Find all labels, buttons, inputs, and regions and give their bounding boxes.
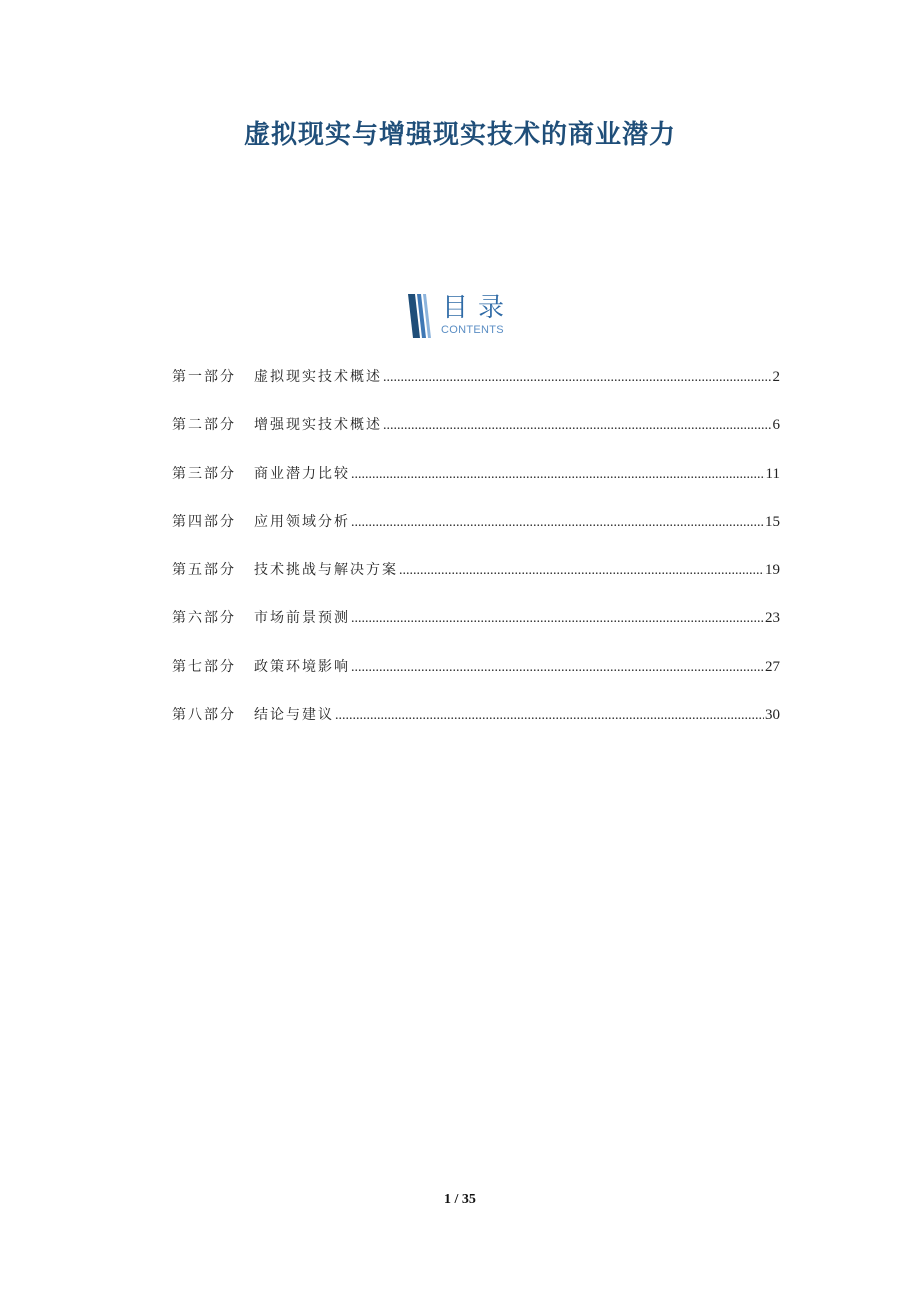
toc-dot-leader [383,415,772,437]
toc-dot-leader [399,560,764,582]
toc-entry-title: 虚拟现实技术概述 [254,369,382,385]
toc-entry-title: 结论与建议 [254,707,334,724]
toc-entry[interactable] [172,704,780,752]
page-number: 1 / 35 [444,1192,476,1207]
toc-entry[interactable] [172,559,780,607]
toc-entry-part: 第一部分 [172,369,236,385]
toc-entry-title: 技术挑战与解决方案 [254,562,398,579]
toc-header [408,294,528,340]
toc-entry-page: 27 [765,658,780,675]
toc-dot-leader [383,367,772,389]
toc-entry[interactable] [172,511,780,559]
toc-list [172,366,780,752]
toc-entry[interactable] [172,607,780,655]
toc-dot-leader [351,657,764,679]
toc-entry[interactable] [172,414,780,462]
toc-entry-page: 6 [772,417,780,434]
toc-entry-title: 增强现实技术概述 [254,417,382,434]
toc-dot-leader [351,608,764,630]
toc-entry-part: 第八部分 [172,707,236,724]
document-title: 虚拟现实与增强现实技术的商业潜力 [243,120,676,150]
toc-entry-part: 第六部分 [172,610,236,627]
toc-entry-title: 市场前景预测 [254,610,350,627]
toc-subheading: CONTENTS [441,324,504,336]
toc-stripes-logo-icon [408,294,434,338]
toc-entry-title: 政策环境影响 [254,658,350,675]
toc-entry-page: 15 [765,513,780,530]
toc-entry-page: 30 [765,707,780,724]
toc-entry-part: 第五部分 [172,562,236,579]
toc-dot-leader [351,512,764,534]
toc-entry[interactable] [172,656,780,704]
toc-entry-title: 应用领域分析 [254,513,350,530]
toc-entry-part: 第四部分 [172,513,236,530]
toc-entry-page: 19 [765,562,780,579]
toc-entry-title: 商业潜力比较 [254,465,350,482]
toc-entry-part: 第七部分 [172,658,236,675]
toc-entry-page: 2 [772,369,780,385]
toc-entry-part: 第二部分 [172,417,236,434]
toc-entry-page: 11 [765,465,780,482]
toc-dot-leader [335,705,764,727]
toc-entry[interactable] [172,366,780,414]
toc-entry-page: 23 [765,610,780,627]
toc-entry-part: 第三部分 [172,465,236,482]
toc-entry[interactable] [172,463,780,511]
toc-dot-leader [351,464,765,486]
toc-heading: 目录 [442,293,515,323]
